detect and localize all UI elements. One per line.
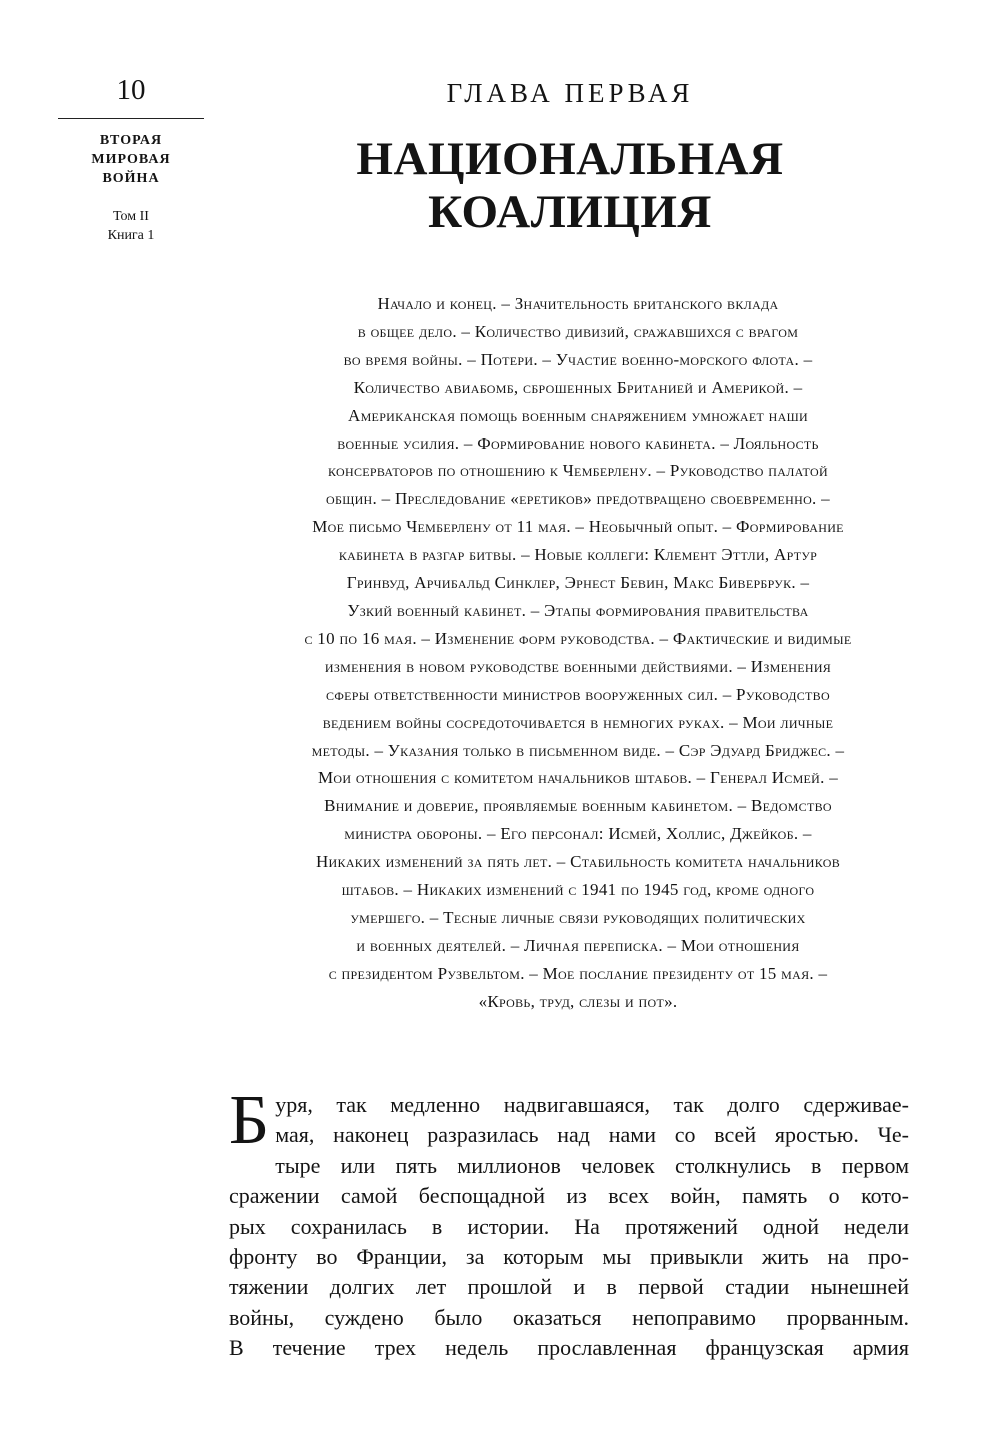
running-sidebar (58, 72, 204, 245)
synopsis-line: общин. – Преследование «еретиков» предотвращено своевременно. – (326, 489, 830, 509)
synopsis-line: Начало и конец. – Значительность британского вклада (377, 294, 779, 313)
synopsis-line: консерваторов по отношению к Чемберлену. – Руководство палатой (328, 461, 828, 481)
body-line: фронту во Франции, за которым мы привыкли жить на про- (229, 1244, 909, 1270)
chapter-label: ГЛАВА ПЕРВАЯ (446, 78, 694, 108)
synopsis-line: изменения в новом руководстве военными действиями. – Изменения (324, 656, 832, 676)
book-title-line: ВТОРАЯ (99, 133, 163, 148)
synopsis-line: в общее дело. – Количество дивизий, сражавшихся с врагом (357, 321, 799, 341)
page-number: 10 (116, 74, 146, 106)
synopsis-line: Американская помощь военным снаряжением умножает наши (348, 405, 808, 425)
synopsis-line: министра обороны. – Его персонал: Исмей, Холлис, Джейкоб. – (344, 824, 812, 844)
body-line: тяжении долгих лет прошлой и в первой стадии нынешней (229, 1274, 909, 1300)
synopsis-line: методы. – Указания только в письменном виде. – Сэр Эдуард Бриджес. – (311, 740, 845, 760)
book-title-line: МИРОВАЯ (91, 152, 171, 167)
body-line: уря, так медленно надвигавшаяся, так долго сдерживае- (275, 1092, 909, 1117)
book-number: Книга 1 (107, 228, 155, 243)
synopsis-line: «Кровь, труд, слезы и пот». (478, 991, 678, 1011)
body-line: войны, суждено было оказаться непоправимо прорванным. (229, 1304, 909, 1330)
body-paragraph (229, 1082, 909, 1364)
synopsis-line: Мои отношения с комитетом начальников штабов. – Генерал Исмей. – (317, 768, 839, 788)
synopsis-line: Узкий военный кабинет. – Этапы формирования правительства (347, 600, 809, 620)
drop-cap: Б (229, 1082, 270, 1159)
synopsis-line: кабинета в разгар битвы. – Новые коллеги: Клемент Эттли, Артур (338, 545, 818, 565)
synopsis-line: Никаких изменений за пять лет. – Стабильность комитета начальников (315, 852, 841, 872)
synopsis-line: ведением войны сосредоточивается в немногих руках. – Мои личные (322, 712, 834, 732)
chapter-title-line: НАЦИОНАЛЬНАЯ (356, 133, 784, 185)
synopsis-line: Количество авиабомб, сброшенных Британией и Америкой. – (353, 377, 803, 397)
chapter-synopsis (216, 290, 940, 1016)
synopsis-line: Мое письмо Чемберлену от 11 мая. – Необычный опыт. – Формирование (312, 517, 844, 537)
body-line: тыре или пять миллионов человек столкнулись в первом (275, 1152, 909, 1178)
body-line: мая, наконец разразилась над нами со всей яростью. Че- (275, 1122, 909, 1148)
volume-info (58, 207, 204, 245)
synopsis-line: Внимание и доверие, проявляемые военным кабинетом. – Ведомство (324, 796, 832, 816)
volume-number: Том II (113, 209, 149, 224)
synopsis-line: с 10 по 16 мая. – Изменение форм руководства. – Фактические и видимые (304, 628, 852, 648)
sidebar-divider (58, 118, 204, 119)
body-line: сражении самой беспощадной из всех войн, память о кото- (229, 1183, 909, 1209)
synopsis-line: штабов. – Никаких изменений с 1941 по 1945 год, кроме одного (341, 880, 815, 900)
body-line: В течение трех недель прославленная французская армия (229, 1335, 909, 1361)
synopsis-line: с президентом Рузвельтом. – Мое послание президенту от 15 мая. – (328, 963, 828, 983)
book-title-line: ВОЙНА (102, 171, 160, 186)
synopsis-line: и военных деятелей. – Личная переписка. – Мои отношения (356, 935, 800, 955)
chapter-title (230, 133, 910, 239)
synopsis-line: Гринвуд, Арчибальд Синклер, Эрнест Бевин, Макс Бивербрук. – (346, 573, 810, 593)
body-line: рых сохранилась в истории. На протяжений одной недели (229, 1213, 909, 1239)
synopsis-line: во время войны. – Потери. – Участие военно-морского флота. – (343, 349, 813, 369)
synopsis-line: умершего. – Тесные личные связи руководящих политических (350, 907, 806, 927)
synopsis-line: военные усилия. – Формирование нового кабинета. – Лояльность (337, 433, 819, 453)
book-title (58, 131, 204, 188)
chapter-title-line: КОАЛИЦИЯ (428, 186, 712, 238)
synopsis-line: сферы ответственности министров вооруженных сил. – Руководство (326, 684, 830, 704)
